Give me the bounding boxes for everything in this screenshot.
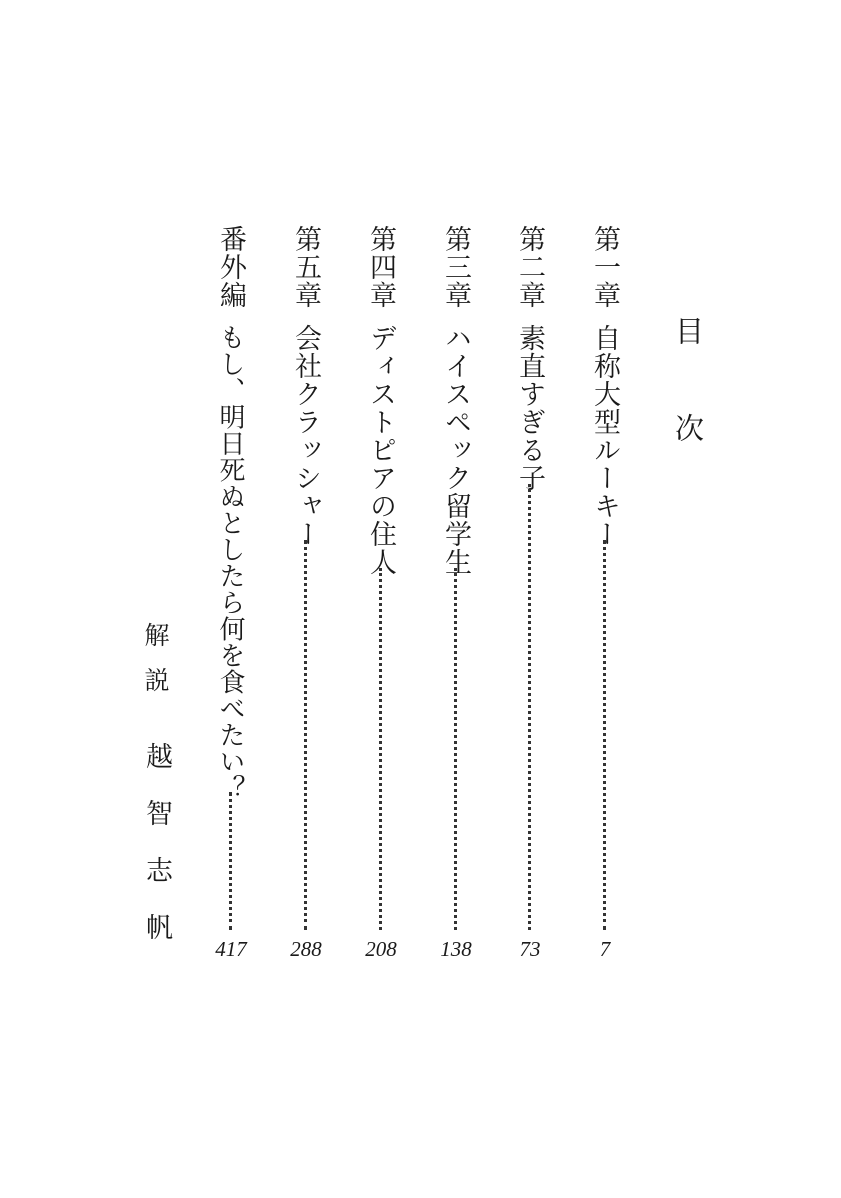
dot-leader xyxy=(454,568,457,930)
dot-leader xyxy=(603,540,606,930)
chapter-title: ディストピアの住人 xyxy=(365,324,396,576)
page-number: 7 xyxy=(599,937,611,961)
toc-title: 目次 xyxy=(671,316,705,510)
chapter-title: ハイスペック留学生 xyxy=(440,324,471,576)
commentary-label: 解説 xyxy=(141,622,170,712)
chapter-label: 第三章 xyxy=(440,225,471,309)
page-number: 288 xyxy=(290,937,322,961)
chapter-label: 第一章 xyxy=(589,225,620,309)
dot-leader xyxy=(304,540,307,930)
chapter-title: 素直すぎる子 xyxy=(514,324,545,492)
page-number: 138 xyxy=(440,937,472,961)
page-number: 208 xyxy=(365,937,397,961)
dot-leader xyxy=(379,568,382,930)
page-number: 73 xyxy=(519,937,541,961)
chapter-title: 会社クラッシャー xyxy=(290,324,321,548)
chapter-label: 第二章 xyxy=(514,225,545,309)
page-number: 417 xyxy=(215,937,247,961)
commentary-author: 越智志帆 xyxy=(141,742,172,970)
chapter-label: 第五章 xyxy=(290,225,321,309)
dot-leader xyxy=(528,484,531,930)
chapter-label: 番外編 xyxy=(215,225,246,309)
dot-leader xyxy=(229,792,232,930)
chapter-title: 自称大型ルーキー xyxy=(589,324,620,548)
chapter-label: 第四章 xyxy=(365,225,396,309)
chapter-title: もし、明日死ぬとしたら何を食べたい？ xyxy=(215,324,245,801)
